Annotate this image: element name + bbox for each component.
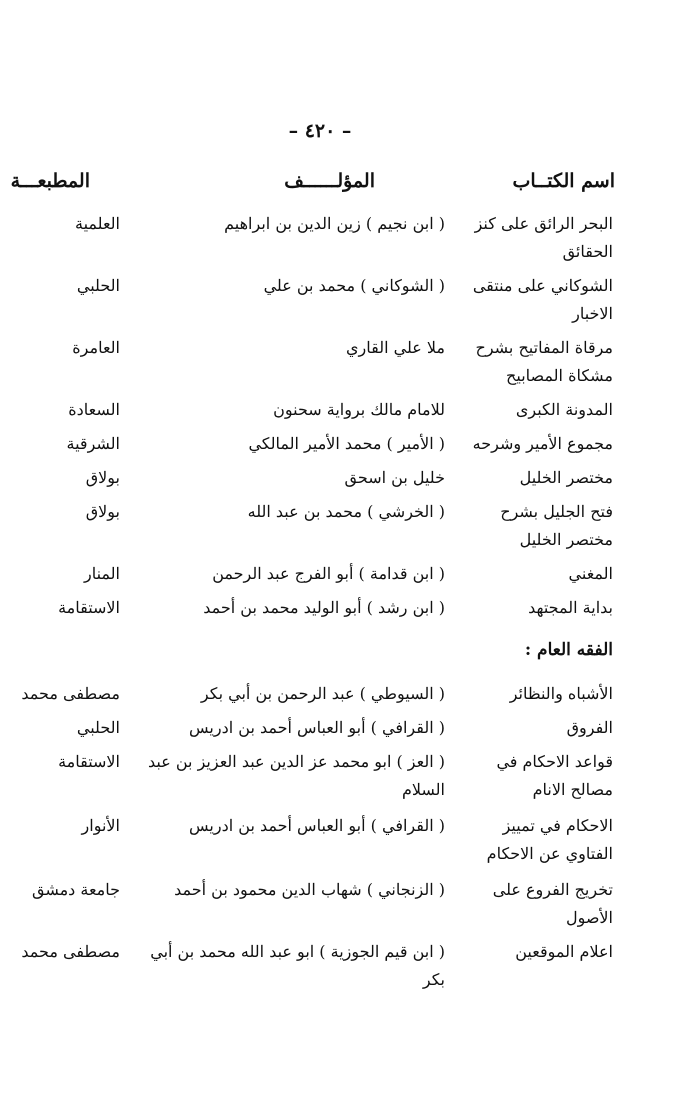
book-author: ( السيوطي ) عبد الرحمن بن أبي بكر bbox=[200, 684, 445, 703]
table-row bbox=[0, 396, 675, 430]
book-author: ( ابن نجيم ) زين الدين بن ابراهيم bbox=[224, 214, 445, 233]
book-press: المنار bbox=[84, 564, 120, 583]
book-press: مصطفى محمد bbox=[21, 684, 120, 703]
table-header bbox=[0, 170, 675, 200]
book-author: ( ابن قيم الجوزية ) ابو عبد الله محمد بن أبي بكر bbox=[150, 942, 445, 989]
book-title: المغني bbox=[568, 564, 613, 583]
table-row bbox=[0, 334, 675, 396]
table-row bbox=[0, 498, 675, 560]
table-row bbox=[0, 464, 675, 498]
table-row bbox=[0, 748, 675, 812]
header-author: المؤلــــــف bbox=[284, 170, 375, 192]
book-press: الاستقامة bbox=[58, 752, 120, 771]
page-number: – ٤٢٠ – bbox=[288, 120, 352, 142]
book-title: تخريج الفروع على الأصول bbox=[492, 880, 613, 927]
book-author: ( الزنجاني ) شهاب الدين محمود بن أحمد bbox=[174, 880, 445, 899]
references-table bbox=[0, 210, 675, 1000]
table-row bbox=[0, 938, 675, 1000]
book-title: قواعد الاحكام في مصالح الانام bbox=[496, 752, 613, 799]
book-title: مرقاة المفاتيح بشرح مشكاة المصابيح bbox=[475, 338, 613, 385]
section-heading bbox=[0, 628, 675, 680]
book-title: الاحكام في تمييز الفتاوي عن الاحكام bbox=[486, 816, 613, 863]
book-title: بداية المجتهد bbox=[528, 598, 613, 617]
table-row bbox=[0, 272, 675, 334]
book-author: ( ابن رشد ) أبو الوليد محمد بن أحمد bbox=[203, 598, 445, 617]
table-row bbox=[0, 430, 675, 464]
table-row bbox=[0, 876, 675, 938]
book-author: ( الشوكاني ) محمد بن علي bbox=[263, 276, 445, 295]
book-author: ملا علي القاري bbox=[345, 338, 445, 357]
book-author: خليل بن اسحق bbox=[344, 468, 445, 487]
book-title: المدونة الكبرى bbox=[515, 400, 613, 419]
table-row bbox=[0, 714, 675, 748]
book-author: ( ابن قدامة ) أبو الفرج عبد الرحمن bbox=[212, 564, 445, 583]
book-press: العلمية bbox=[75, 214, 120, 233]
table-row bbox=[0, 812, 675, 876]
book-press: الحلبي bbox=[76, 276, 120, 295]
book-author: للامام مالك برواية سحنون bbox=[273, 400, 445, 419]
header-press: المطبعـــة bbox=[10, 170, 90, 192]
book-title: الفروق bbox=[566, 718, 613, 737]
table-row bbox=[0, 560, 675, 594]
book-title: الشوكاني على منتقى الاخبار bbox=[472, 276, 613, 323]
section-heading-text: الفقه العام : bbox=[524, 640, 613, 660]
book-title: اعلام الموقعين bbox=[515, 942, 613, 961]
book-title: مجموع الأمير وشرحه bbox=[472, 434, 613, 453]
book-title: مختصر الخليل bbox=[519, 468, 613, 487]
book-press: العامرة bbox=[72, 338, 120, 357]
book-author: ( العز ) ابو محمد عز الدين عبد العزيز بن عبد السلام bbox=[148, 752, 445, 799]
book-author: ( الأمير ) محمد الأمير المالكي bbox=[248, 434, 445, 453]
book-title: البحر الرائق على كنز الحقائق bbox=[474, 214, 613, 261]
book-press: الحلبي bbox=[76, 718, 120, 737]
book-author: ( القرافي ) أبو العباس أحمد بن ادريس bbox=[189, 718, 445, 737]
table-row bbox=[0, 210, 675, 272]
book-press: بولاق bbox=[85, 502, 120, 521]
book-title: فتح الجليل بشرح مختصر الخليل bbox=[500, 502, 613, 549]
book-title: الأشباه والنظائر bbox=[509, 684, 613, 703]
table-row bbox=[0, 680, 675, 714]
book-press: السعادة bbox=[68, 400, 120, 419]
book-press: الشرقية bbox=[66, 434, 120, 453]
table-row bbox=[0, 594, 675, 628]
book-press: مصطفى محمد bbox=[21, 942, 120, 961]
book-press: بولاق bbox=[85, 468, 120, 487]
book-author: ( الخرشي ) محمد بن عبد الله bbox=[247, 502, 445, 521]
book-author: ( القرافي ) أبو العباس أحمد بن ادريس bbox=[189, 816, 445, 835]
book-press: الاستقامة bbox=[58, 598, 120, 617]
book-press: جامعة دمشق bbox=[31, 880, 120, 899]
book-press: الأنوار bbox=[81, 816, 120, 835]
header-book-title: اسم الكتــاب bbox=[512, 170, 615, 192]
